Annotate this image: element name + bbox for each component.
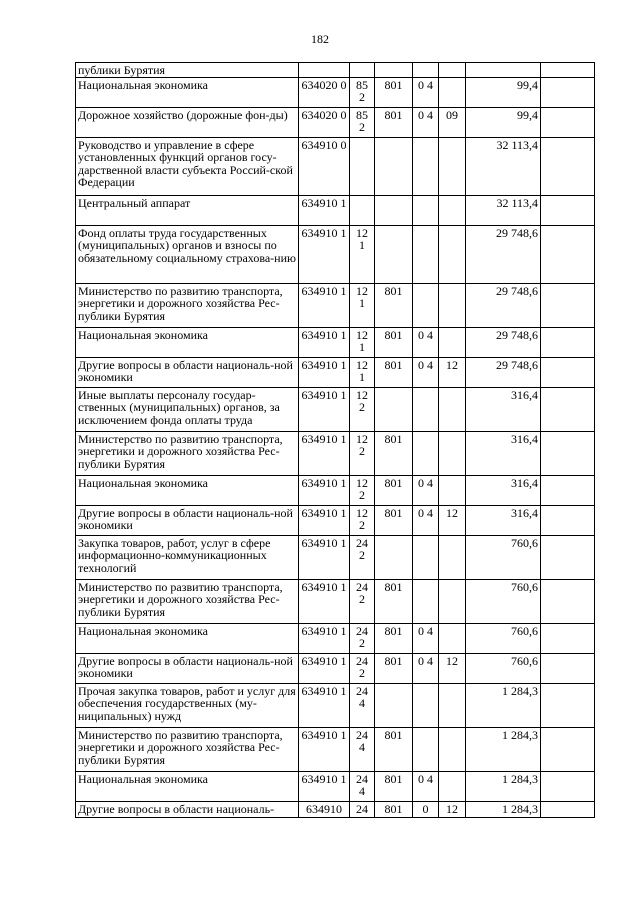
cell-ex [541,683,595,727]
cell-name: Руководство и управление в сфере установленных функций органов госу-дарственной власти субъекта Россий-ской Федерации [76,137,299,195]
cell-pr: 12 [439,357,466,387]
table-row [76,771,595,801]
cell-code: 634910 1 [299,505,350,535]
cell-code: 634910 1 [299,771,350,801]
cell-rz: 0 4 [413,357,439,387]
cell-vr: 24 2 [350,535,375,579]
cell-vr: 12 1 [350,225,375,283]
cell-pr [439,77,466,107]
table-row [76,357,595,387]
cell-vr: 12 1 [350,283,375,327]
cell-pr [439,195,466,225]
cell-rz [413,727,439,771]
budget-table-body [76,63,595,818]
cell-sum: 29 748,6 [466,283,541,327]
cell-pr [439,623,466,653]
cell-sum: 1 284,3 [466,727,541,771]
cell-gr: 801 [375,623,413,653]
cell-gr: 801 [375,771,413,801]
cell-code: 634910 1 [299,475,350,505]
cell-ex [541,727,595,771]
cell-name: Национальная экономика [76,77,299,107]
cell-vr: 12 1 [350,327,375,357]
table-row [76,431,595,475]
cell-name: Министерство по развитию транспорта, энергетики и дорожного хозяйства Рес-публики Бурятия [76,283,299,327]
cell-vr: 12 2 [350,431,375,475]
cell-name: Дорожное хозяйство (дорожные фон-ды) [76,107,299,137]
table-row [76,801,595,817]
cell-code: 634910 1 [299,431,350,475]
cell-vr: 85 2 [350,107,375,137]
cell-code: 634910 1 [299,195,350,225]
table-row [76,683,595,727]
cell-gr: 801 [375,475,413,505]
cell-gr: 801 [375,357,413,387]
cell-sum: 99,4 [466,107,541,137]
cell-rz [413,225,439,283]
cell-pr: 12 [439,653,466,683]
cell-gr: 801 [375,283,413,327]
cell-name: Центральный аппарат [76,195,299,225]
cell-gr [375,683,413,727]
cell-sum: 32 113,4 [466,137,541,195]
cell-vr: 24 2 [350,653,375,683]
cell-rz: 0 4 [413,505,439,535]
cell-rz [413,683,439,727]
cell-sum: 316,4 [466,505,541,535]
cell-ex [541,107,595,137]
cell-pr [439,727,466,771]
table-row [76,77,595,107]
cell-rz [413,431,439,475]
cell-code: 634910 1 [299,623,350,653]
cell-name: Национальная экономика [76,475,299,505]
cell-rz [413,195,439,225]
cell-ex [541,327,595,357]
cell-sum: 760,6 [466,579,541,623]
cell-code: 634910 1 [299,653,350,683]
cell-rz: 0 4 [413,77,439,107]
cell-vr [350,63,375,78]
cell-name: Министерство по развитию транспорта, энергетики и дорожного хозяйства Рес-публики Бурятия [76,579,299,623]
cell-code: 634910 1 [299,283,350,327]
cell-sum: 1 284,3 [466,801,541,817]
cell-sum: 29 748,6 [466,327,541,357]
cell-vr: 85 2 [350,77,375,107]
cell-sum: 1 284,3 [466,683,541,727]
cell-pr: 12 [439,505,466,535]
cell-vr: 24 4 [350,727,375,771]
cell-gr [375,63,413,78]
cell-gr: 801 [375,579,413,623]
cell-name: Другие вопросы в области националь-ной экономики [76,653,299,683]
cell-gr [375,535,413,579]
cell-sum: 316,4 [466,475,541,505]
cell-pr [439,225,466,283]
cell-rz: 0 4 [413,771,439,801]
cell-rz [413,579,439,623]
cell-code: 634910 1 [299,683,350,727]
cell-pr [439,475,466,505]
cell-name: Прочая закупка товаров, работ и услуг для обеспечения государственных (му-ниципальных) нужд [76,683,299,727]
cell-name: Национальная экономика [76,327,299,357]
cell-gr: 801 [375,107,413,137]
cell-ex [541,195,595,225]
cell-pr [439,683,466,727]
cell-ex [541,283,595,327]
cell-rz [413,535,439,579]
cell-pr [439,327,466,357]
cell-pr [439,137,466,195]
cell-sum: 1 284,3 [466,771,541,801]
cell-name: публики Бурятия [76,63,299,78]
cell-sum: 760,6 [466,623,541,653]
cell-sum: 316,4 [466,387,541,431]
cell-vr: 24 2 [350,579,375,623]
cell-gr [375,387,413,431]
cell-ex [541,475,595,505]
cell-ex [541,535,595,579]
page-number: 182 [311,32,329,46]
cell-name: Фонд оплаты труда государственных (муниципальных) органов и взносы по обязательному социальному страхова-нию [76,225,299,283]
cell-gr: 801 [375,653,413,683]
cell-code: 634910 1 [299,535,350,579]
cell-rz: 0 [413,801,439,817]
cell-pr [439,63,466,78]
table-row [76,195,595,225]
cell-vr [350,137,375,195]
cell-pr [439,431,466,475]
cell-gr: 801 [375,505,413,535]
cell-gr: 801 [375,77,413,107]
cell-vr: 12 2 [350,505,375,535]
cell-pr: 09 [439,107,466,137]
cell-rz: 0 4 [413,327,439,357]
cell-pr [439,535,466,579]
cell-sum: 32 113,4 [466,195,541,225]
table-row [76,579,595,623]
cell-code: 634910 1 [299,579,350,623]
cell-name: Национальная экономика [76,771,299,801]
cell-vr: 12 2 [350,387,375,431]
cell-vr: 24 4 [350,771,375,801]
cell-pr [439,387,466,431]
cell-name: Министерство по развитию транспорта, энергетики и дорожного хозяйства Рес-публики Бурятия [76,727,299,771]
cell-rz: 0 4 [413,475,439,505]
cell-sum: 29 748,6 [466,357,541,387]
table-row [76,225,595,283]
cell-code: 634910 1 [299,727,350,771]
cell-ex [541,801,595,817]
cell-rz [413,63,439,78]
cell-code: 634910 1 [299,387,350,431]
cell-name: Другие вопросы в области националь-ной экономики [76,505,299,535]
table-row [76,283,595,327]
cell-vr: 24 [350,801,375,817]
cell-code: 634910 [299,801,350,817]
cell-code: 634910 1 [299,327,350,357]
cell-sum: 29 748,6 [466,225,541,283]
cell-sum: 760,6 [466,535,541,579]
cell-gr: 801 [375,431,413,475]
table-row [76,387,595,431]
cell-name: Другие вопросы в области националь- [76,801,299,817]
table-row [76,623,595,653]
cell-name: Иные выплаты персоналу государ-ственных (муниципальных) органов, за исключением фонда оплаты труда [76,387,299,431]
cell-pr [439,579,466,623]
table-row [76,107,595,137]
cell-ex [541,137,595,195]
cell-sum [466,63,541,78]
cell-name: Министерство по развитию транспорта, энергетики и дорожного хозяйства Рес-публики Бурятия [76,431,299,475]
cell-code: 634910 1 [299,225,350,283]
cell-ex [541,77,595,107]
table-row [76,505,595,535]
cell-pr: 12 [439,801,466,817]
cell-rz [413,137,439,195]
cell-name: Национальная экономика [76,623,299,653]
cell-gr: 801 [375,801,413,817]
cell-code: 634910 1 [299,357,350,387]
cell-gr [375,137,413,195]
cell-ex [541,387,595,431]
cell-code: 634020 0 [299,77,350,107]
cell-vr: 12 2 [350,475,375,505]
cell-sum: 99,4 [466,77,541,107]
cell-ex [541,623,595,653]
table-row [76,137,595,195]
table-row [76,475,595,505]
cell-vr: 24 2 [350,623,375,653]
table-row [76,727,595,771]
cell-ex [541,579,595,623]
table-row [76,535,595,579]
cell-rz: 0 4 [413,653,439,683]
cell-rz [413,283,439,327]
cell-sum: 760,6 [466,653,541,683]
cell-vr: 24 4 [350,683,375,727]
table-row [76,63,595,78]
cell-rz: 0 4 [413,623,439,653]
cell-pr [439,283,466,327]
cell-ex [541,771,595,801]
cell-ex [541,63,595,78]
cell-name: Закупка товаров, работ, услуг в сфере информационно-коммуникационных технологий [76,535,299,579]
cell-rz [413,387,439,431]
cell-code: 634910 0 [299,137,350,195]
cell-ex [541,653,595,683]
cell-ex [541,225,595,283]
cell-gr: 801 [375,327,413,357]
cell-code: 634020 0 [299,107,350,137]
budget-table [75,62,595,818]
cell-gr [375,195,413,225]
cell-ex [541,505,595,535]
cell-vr: 12 1 [350,357,375,387]
cell-pr [439,771,466,801]
cell-gr: 801 [375,727,413,771]
cell-rz: 0 4 [413,107,439,137]
cell-sum: 316,4 [466,431,541,475]
cell-ex [541,357,595,387]
cell-vr [350,195,375,225]
table-row [76,327,595,357]
cell-name: Другие вопросы в области националь-ной экономики [76,357,299,387]
cell-ex [541,431,595,475]
table-row [76,653,595,683]
cell-gr [375,225,413,283]
cell-code [299,63,350,78]
